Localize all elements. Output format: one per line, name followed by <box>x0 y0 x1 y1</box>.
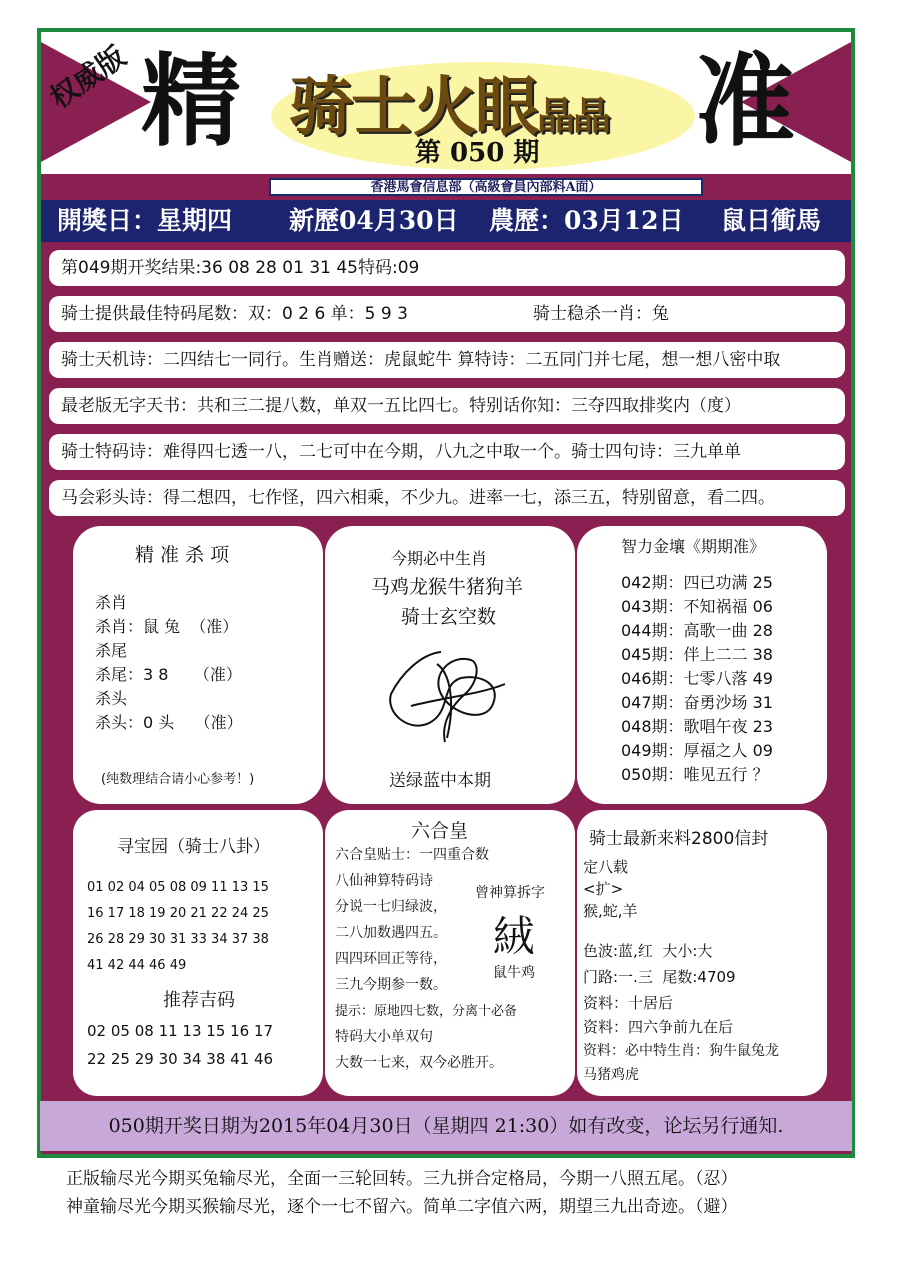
wisdom-line: 045期：伴上二二 38 <box>621 645 773 664</box>
kill-head: 杀头：0 头 （准） <box>95 713 243 732</box>
kill-zodiac: 杀肖：鼠 兔 （准） <box>95 617 239 636</box>
liuhe-line: 三九今期参一数。 <box>335 977 447 993</box>
lunar-date: 農歷：03月12日 <box>489 206 684 235</box>
liuhe-line: 大数一七来，双今必胜开。 <box>335 1055 503 1071</box>
treasure-title: 寻宝园（骑士八卦） <box>117 837 270 857</box>
notice-bar: 050期开奖日期为2015年04月30日（星期四 21:30）如有改变，论坛另行通知. <box>40 1101 852 1151</box>
wisdom-title: 智力金壤《期期准》 <box>621 537 766 556</box>
recommend-nums: 22 25 29 30 34 38 41 46 <box>87 1050 274 1068</box>
liuhe-line: 四四环回正等待， <box>335 951 447 967</box>
latest-box <box>577 810 827 1096</box>
wisdom-line: 048期：歌唱午夜 23 <box>621 717 773 736</box>
latest-line: 资料：必中特生肖：狗牛鼠兔龙 <box>583 1043 779 1059</box>
wisdom-line: 043期：不知祸福 06 <box>621 597 773 616</box>
wisdom-line: 042期：四已功满 25 <box>621 573 773 592</box>
latest-line: 马猪鸡虎 <box>583 1067 639 1083</box>
liuhe-title: 六合皇 <box>411 820 469 842</box>
result-row: 第049期开奖结果:36 08 28 01 31 45特码:09 <box>49 250 845 286</box>
latest-line: 资料：四六争前九在后 <box>583 1018 734 1036</box>
latest-line: 色波:蓝,红 大小:大 <box>583 942 713 960</box>
latest-line: 定八载 <box>583 858 629 876</box>
tail-right: 骑士稳杀一肖：兔 <box>533 304 669 324</box>
left-big-char: 精 <box>141 42 241 160</box>
kill-box <box>73 526 323 804</box>
liuhe-line: 六合皇贴士：一四重合数 <box>335 847 489 863</box>
zodiac-box <box>325 526 575 804</box>
solar-date: 新歷04月30日 <box>289 206 459 235</box>
zodiac-title: 今期必中生肖 <box>391 549 488 568</box>
kill-label-tail: 杀尾 <box>95 641 128 660</box>
bottom-line: 正版输尽光今期买兔输尽光，全面一三轮回转。三九拼合定格局，今期一八照五尾。（忍） <box>66 1169 738 1189</box>
treasure-nums: 26 28 29 30 31 33 34 37 38 <box>87 932 269 947</box>
signature-scribble <box>381 644 521 744</box>
latest-line: <扩> <box>583 880 624 898</box>
latest-line: 资料：十居后 <box>583 994 674 1012</box>
wisdom-line: 046期：七零八落 49 <box>621 669 773 688</box>
poem-row: 骑士天机诗：二四结七一同行。生肖赠送：虎鼠蛇牛 算特诗：二五同门并七尾，想一想八密中取 <box>49 342 845 378</box>
book-row: 最老版无字天书：共和三二提八数，单双一五比四七。特别话你知：三夺四取排奖内（度） <box>49 388 845 424</box>
page-frame <box>37 28 855 1158</box>
edition-stamp: 权威版 <box>43 39 132 115</box>
header <box>41 32 851 174</box>
clash-day: 鼠日衝馬 <box>721 206 822 235</box>
kill-label-head: 杀头 <box>95 689 128 708</box>
zodiac-sub: 骑士玄空数 <box>401 606 497 628</box>
recommend-nums: 02 05 08 11 13 15 16 17 <box>87 1022 274 1040</box>
tail-row <box>49 296 845 332</box>
zodiac-bottom: 送绿蓝中本期 <box>389 771 491 791</box>
latest-line: 门路:一.三 尾数:4709 <box>583 968 736 986</box>
kill-label-zodiac: 杀肖 <box>95 593 128 612</box>
right-big-char: 准 <box>695 42 795 160</box>
date-line <box>41 200 851 242</box>
tail-left: 骑士提供最佳特码尾数：双：0 2 6 单：5 9 3 <box>61 304 408 324</box>
kill-tail: 杀尾：3 8 （准） <box>95 665 242 684</box>
title-main: 骑士火眼 <box>289 70 537 145</box>
treasure-box <box>73 810 323 1096</box>
liuhe-line: 二八加数遇四五。 <box>335 925 447 941</box>
liuhe-line: 提示：原地四七数，分离十必备 <box>335 1004 518 1019</box>
treasure-nums: 16 17 18 19 20 21 22 24 25 <box>87 906 269 921</box>
wisdom-line: 044期：高歌一曲 28 <box>621 621 773 640</box>
liuhe-box <box>325 810 575 1096</box>
zodiac-list: 马鸡龙猴牛猪狗羊 <box>371 576 524 598</box>
liuhe-line: 八仙神算特码诗 <box>335 873 433 889</box>
title-small: 晶晶 <box>537 93 610 138</box>
latest-line: 猴,蛇,羊 <box>583 902 638 920</box>
wisdom-line: 049期：厚福之人 09 <box>621 741 773 760</box>
wisdom-line: 050期：唯见五行 ？ <box>621 765 769 784</box>
split-char-sub: 鼠牛鸡 <box>493 965 535 981</box>
liuhe-line: 特码大小单双句 <box>335 1029 433 1045</box>
wisdom-line: 047期：奋勇沙场 31 <box>621 693 773 712</box>
recommend-title: 推荐吉码 <box>163 990 235 1011</box>
god-title: 曾神算拆字 <box>475 885 545 901</box>
bottom-line: 神童输尽光今期买猴输尽光，逐个一七不留六。简单二字值六两，期望三九出奇迹。（避） <box>66 1197 738 1217</box>
liuhe-line: 分说一七归绿波， <box>335 899 447 915</box>
info-banner: 香港馬會信息部（高級會員內部料A面） <box>269 178 703 196</box>
treasure-nums: 01 02 04 05 08 09 11 13 15 <box>87 880 269 895</box>
horse-row: 马会彩头诗：得二想四，七作怪，四六相乘，不少九。进率一七，添三五，特别留意，看二四。 <box>49 480 845 516</box>
kill-note: (纯数理结合请小心参考！) <box>101 772 255 787</box>
treasure-nums: 41 42 44 46 49 <box>87 958 187 973</box>
code-poem-row: 骑士特码诗：难得四七透一八，二七可中在今期，八九之中取一个。骑士四句诗：三九单单 <box>49 434 845 470</box>
split-char: 絨 <box>493 912 536 961</box>
issue-number: 第 050 期 <box>415 138 540 168</box>
kill-title: 精 准 杀 项 <box>135 544 230 566</box>
wisdom-box <box>577 526 827 804</box>
draw-day: 開獎日：星期四 <box>57 206 233 235</box>
latest-title: 骑士最新来料2800信封 <box>589 829 769 849</box>
